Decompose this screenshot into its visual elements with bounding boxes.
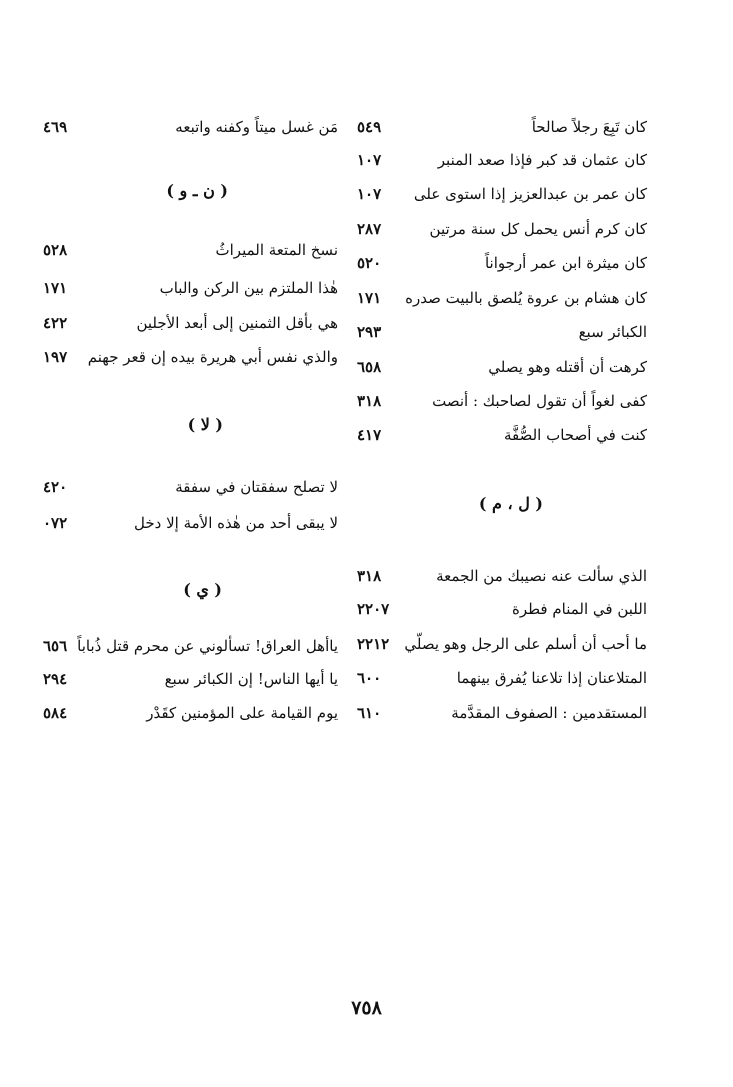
entry-page-number: ٦١٠ xyxy=(357,704,382,722)
entry-text: كان كرم أنس يحمل كل سنة مرتين xyxy=(429,220,647,238)
index-entry xyxy=(357,629,647,659)
entry-page-number: ١٠٧ xyxy=(357,151,382,169)
entry-text: الكبائر سبع xyxy=(578,323,647,341)
entry-page-number: ٥٤٩ xyxy=(357,118,382,136)
entry-text: مَن غسل ميتاً وكفنه واتبعه xyxy=(175,118,338,136)
entry-text: ياأهل العراق! تسألوني عن محرم قتل ذُباباً xyxy=(77,637,338,655)
entry-page-number: ٦٠٠ xyxy=(357,669,382,687)
entry-page-number: ٢٢١٢ xyxy=(357,635,390,653)
entry-text: هٰذا الملتزم بين الركن والباب xyxy=(159,279,338,297)
index-entry xyxy=(43,273,338,303)
index-entry xyxy=(357,698,647,728)
index-entry xyxy=(357,145,647,175)
entry-text: لا يبقى أحد من هٰذه الأمة إلا دخل xyxy=(134,514,338,532)
entry-page-number: ٤٢٢ xyxy=(43,314,68,332)
index-entry xyxy=(357,352,647,382)
entry-text: المتلاعنان إذا تلاعنا يُفرق بينهما xyxy=(456,669,647,687)
entry-text: كفى لغواً أن تقول لصاحبك : أنصت xyxy=(432,392,647,410)
index-entry xyxy=(357,663,647,693)
section-heading: ( ل ، م ) xyxy=(478,494,543,513)
entry-page-number: ٦٥٦ xyxy=(43,637,68,655)
entry-text: ما أحب أن أسلم على الرجل وهو يصلّي xyxy=(404,635,647,653)
entry-page-number: ١٧١ xyxy=(357,289,382,307)
entry-text: كنت في أصحاب الصُّفَّة xyxy=(503,426,647,444)
index-entry xyxy=(43,112,338,142)
entry-text: كان تَبِعَ رجلاً صالحاً xyxy=(531,118,647,136)
index-entry xyxy=(357,248,647,278)
entry-page-number: ٥٨٤ xyxy=(43,704,68,722)
index-entry xyxy=(43,698,338,728)
entry-text: هي بأقل الثمنين إلى أبعد الأجلين xyxy=(136,314,338,332)
entry-page-number: ١٩٧ xyxy=(43,348,68,366)
index-entry xyxy=(43,308,338,338)
entry-text: والذي نفس أبي هريرة بيده إن قعر جهنم xyxy=(87,348,338,366)
index-entry xyxy=(43,631,338,661)
index-entry xyxy=(357,283,647,313)
index-entry xyxy=(43,664,338,694)
entry-page-number: ٤٦٩ xyxy=(43,118,68,136)
index-entry xyxy=(357,420,647,450)
page-number: ٧٥٨ xyxy=(351,997,382,1019)
entry-text: كان هشام بن عروة يُلصق بالبيت صدره xyxy=(405,289,647,307)
entry-page-number: ٠٧٢ xyxy=(43,514,68,532)
entry-text: كان ميثرة ابن عمر أرجواناً xyxy=(484,254,647,272)
entry-text: اللبن في المنام فطرة xyxy=(511,600,647,618)
entry-text: الذي سألت عنه نصيبك من الجمعة xyxy=(436,567,647,585)
entry-page-number: ٥٢٠ xyxy=(357,254,382,272)
index-entry xyxy=(357,317,647,347)
entry-page-number: ٤٢٠ xyxy=(43,478,68,496)
entry-text: كان عثمان قد كبر فإذا صعد المنبر xyxy=(437,151,647,169)
entry-text: يوم القيامة على المؤمنين كقَدْر xyxy=(146,704,338,722)
index-entry xyxy=(357,112,647,142)
index-entry xyxy=(43,472,338,502)
entry-page-number: ٢٢٠٧ xyxy=(357,600,390,618)
entry-page-number: ٣١٨ xyxy=(357,567,382,585)
entry-page-number: ٢٨٧ xyxy=(357,220,382,238)
entry-text: كان عمر بن عبدالعزيز إذا استوى على xyxy=(413,185,647,203)
entry-text: نسخ المتعة الميراثُ xyxy=(215,241,338,259)
entry-page-number: ١٠٧ xyxy=(357,185,382,203)
entry-page-number: ٤١٧ xyxy=(357,426,382,444)
index-entry xyxy=(43,235,338,265)
section-heading: ( ي ) xyxy=(183,580,222,599)
entry-text: المستقدمين : الصفوف المقدَّمة xyxy=(451,704,647,722)
section-heading: ( ن ـ و ) xyxy=(166,181,228,200)
entry-text: كرهت أن أقتله وهو يصلي xyxy=(488,358,647,376)
entry-page-number: ٥٢٨ xyxy=(43,241,68,259)
index-entry xyxy=(357,179,647,209)
index-entry xyxy=(357,214,647,244)
entry-text: لا تصلح سفقتان في سفقة xyxy=(175,478,338,496)
entry-page-number: ١٧١ xyxy=(43,279,68,297)
index-entry xyxy=(357,594,647,624)
section-heading: ( لا ) xyxy=(187,415,223,434)
index-entry xyxy=(357,386,647,416)
entry-page-number: ٦٥٨ xyxy=(357,358,382,376)
entry-page-number: ٢٩٤ xyxy=(43,670,68,688)
entry-page-number: ٣١٨ xyxy=(357,392,382,410)
index-entry xyxy=(357,561,647,591)
index-entry xyxy=(43,342,338,372)
index-entry xyxy=(43,508,338,538)
entry-text: يا أيها الناس! إن الكبائر سبع xyxy=(164,670,338,688)
entry-page-number: ٢٩٣ xyxy=(357,323,382,341)
